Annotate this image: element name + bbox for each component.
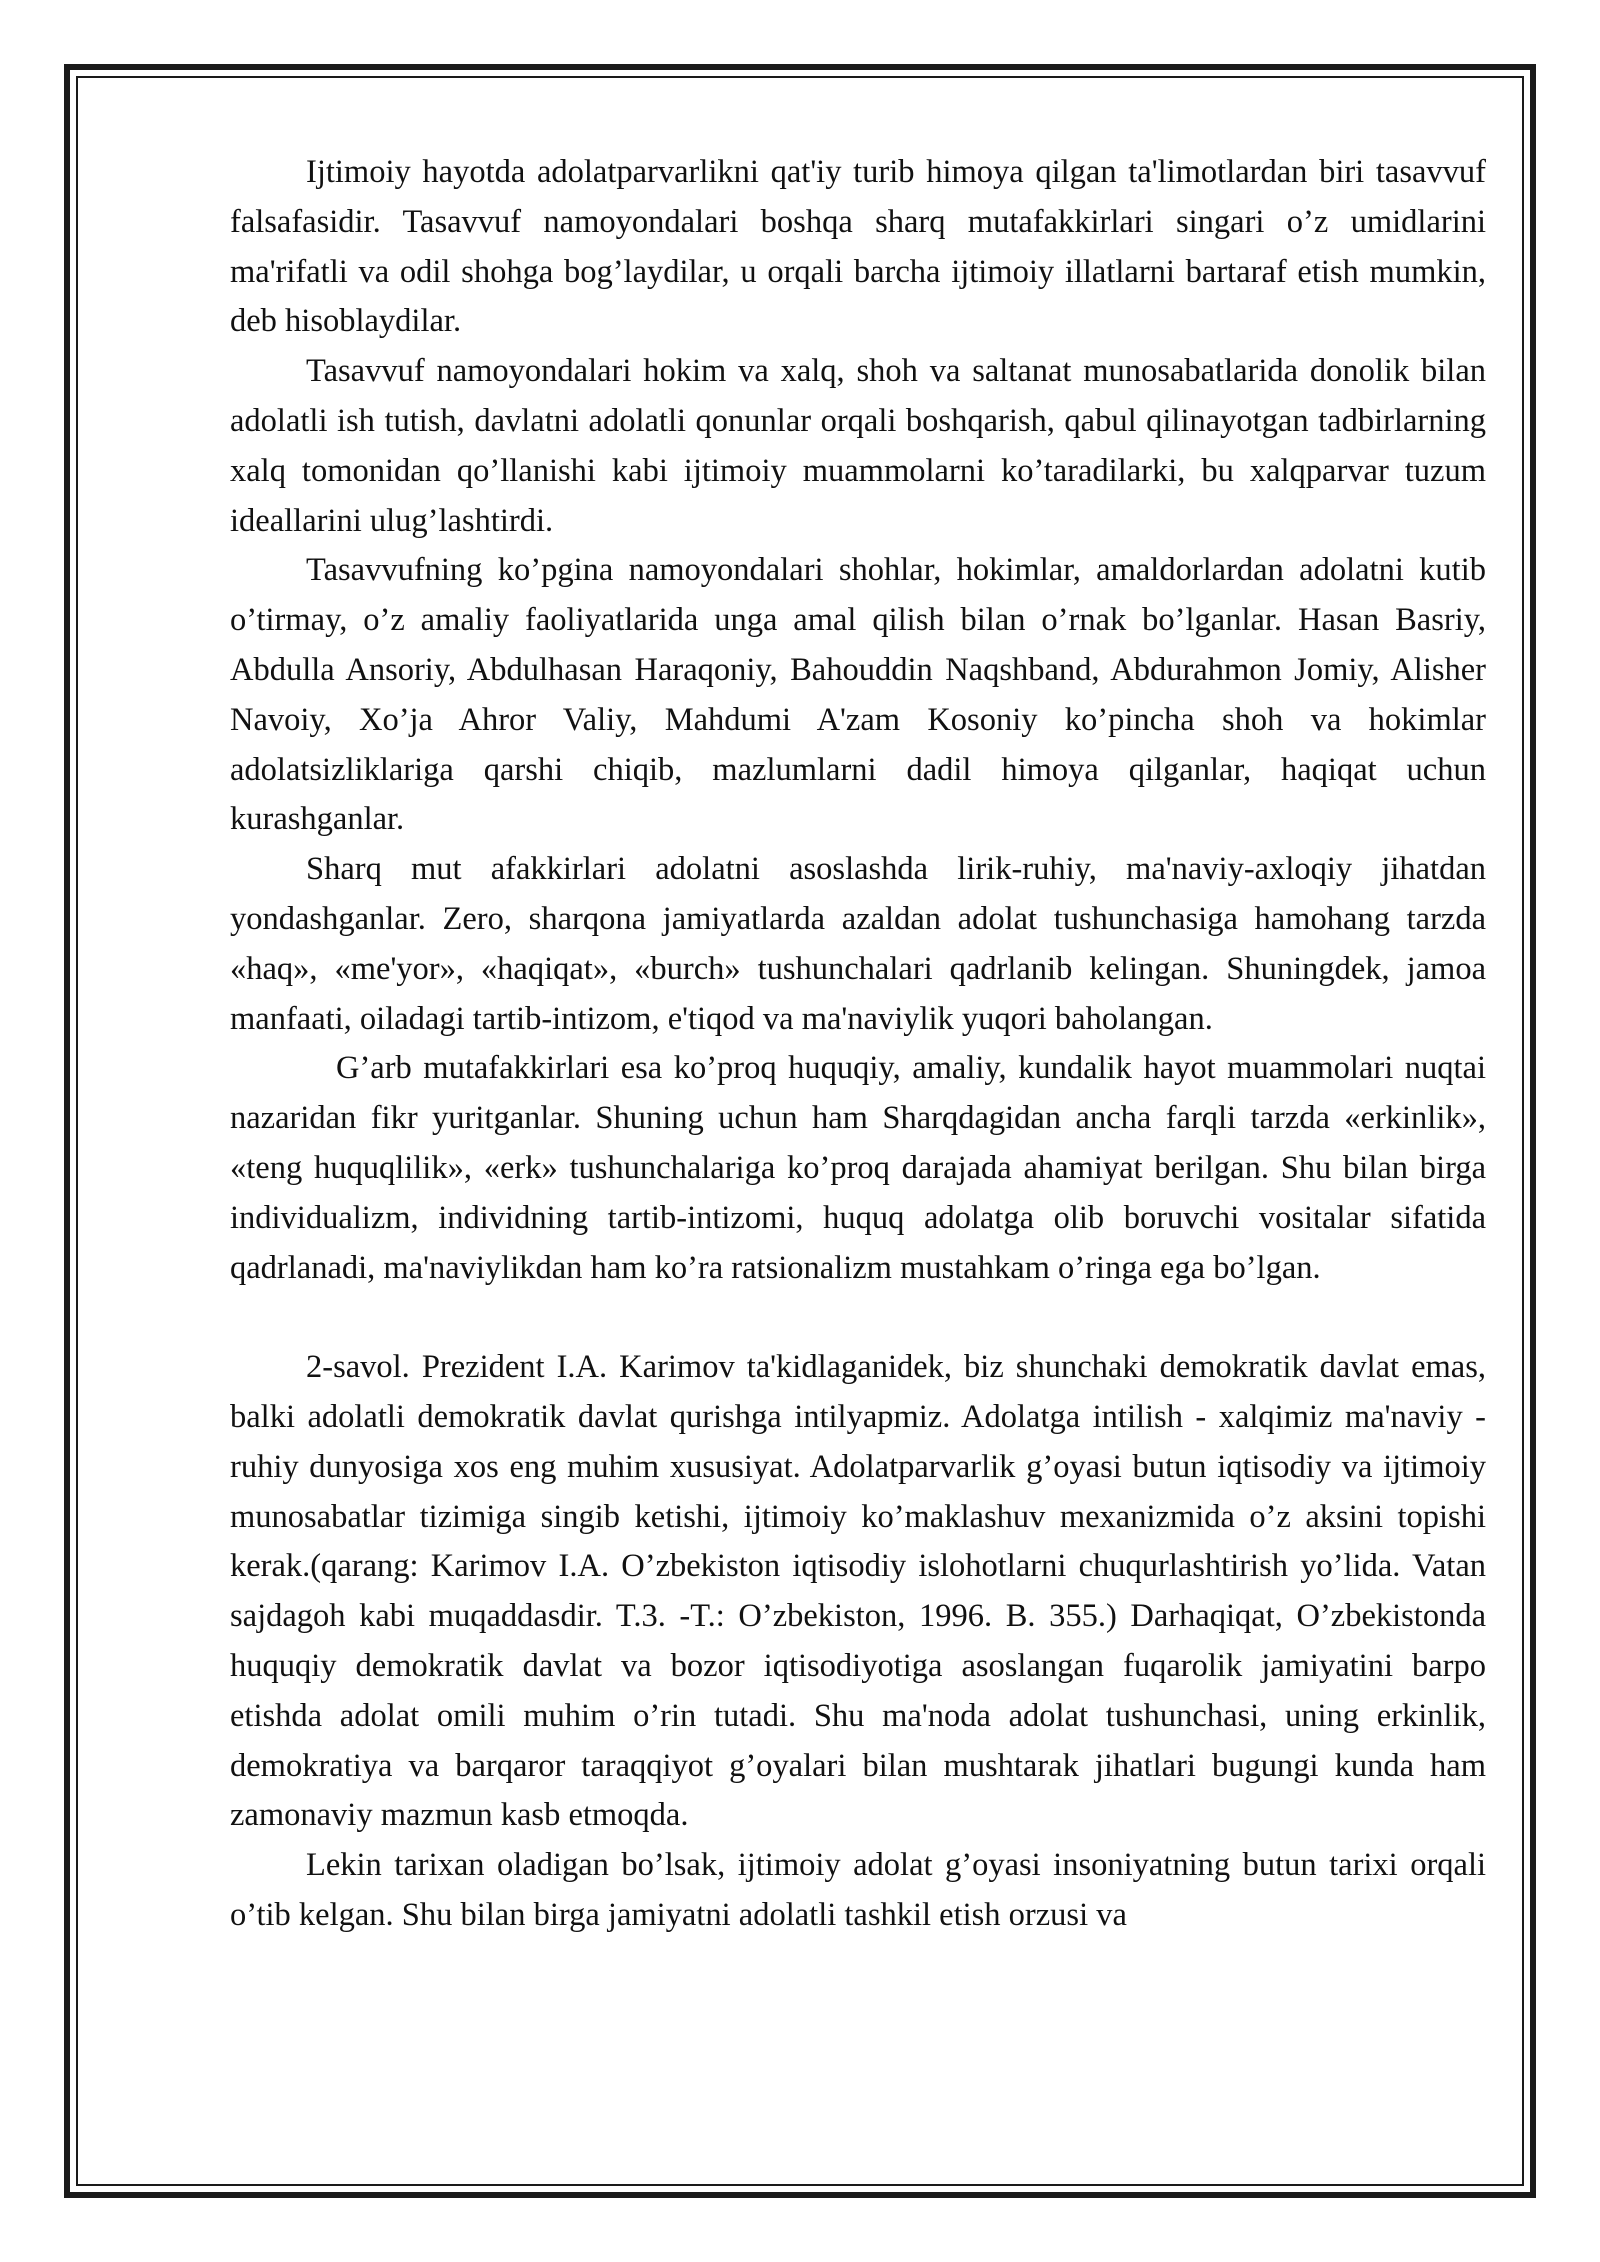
paragraph-2: Tasavvuf namoyondalari hokim va xalq, shoh va saltanat munosabatlarida donolik bilan adolatli ish tutish, davlatni adolatli qonunlar orqali boshqarish, qabul qilinayotgan tadbirlarning xalq tomonidan qo’llanishi kabi ijtimoiy muammolarni ko’taradilarki, bu xalqparvar tuzum ideallarini ulug’lashtirdi. (230, 353, 1486, 539)
paragraph-3: Tasavvufning ko’pgina namoyondalari shohlar, hokimlar, amaldorlardan adolatni kutib o’tirmay, o’z amaliy faoliyatlarida unga amal qilish bilan o’rnak bo’lganlar. Hasan Basriy, Abdulla Ansoriy, Abdulhasan Haraqoniy, Bahouddin Naqshband, Abdurahmon Jomiy, Alisher Navoiy, Xo’ja Ahror Valiy, Mahdumi A'zam Kosoniy ko’pincha shoh va hokimlar adolatsizliklariga qarshi chiqib, mazlumlarni dadil himoya qilganlar, haqiqat uchun kurashganlar. (230, 552, 1486, 838)
paragraph-6: 2-savol. Prezident I.A. Karimov ta'kidlaganidek, biz shunchaki demokratik davlat emas, balki adolatli demokratik davlat qurishga intilyapmiz. Adolatga intilish - xalqimiz ma'naviy - ruhiy dunyosiga xos eng muhim xususiyat. Adolatparvarlik g’oyasi butun iqtisodiy va ijtimoiy munosabatlar tizimiga singib ketishi, ijtimoiy ko’maklashuv mexanizmida o’z aksini topishi kerak.(qarang: Karimov I.A. O’zbekiston iqtisodiy islohotlarni chuqurlashtirish yo’lida. Vatan sajdagoh kabi muqaddasdir. T.3. -T.: O’zbekiston, 1996. B. 355.) Darhaqiqat, O’zbekistonda huquqiy demokratik davlat va bozor iqtisodiyotiga asoslangan fuqarolik jamiyatini barpo etishda adolat omili muhim o’rin tutadi. Shu ma'noda adolat tushunchasi, uning erkinlik, demokratiya va barqaror taraqqiyot g’oyalari bilan mushtarak jihatlari bugungi kunda ham zamonaviy mazmun kasb etmoqda. (230, 1349, 1486, 1834)
paragraph-1: Ijtimoiy hayotda adolatparvarlikni qat'iy turib himoya qilgan ta'limotlardan biri tasavvuf falsafasidir. Tasavvuf namoyondalari boshqa sharq mutafakkirlari singari o’z umidlarini ma'rifatli va odil shohga bog’laydilar, u orqali barcha ijtimoiy illatlarni bartaraf etish mumkin, deb hisoblaydilar. (230, 154, 1486, 340)
document-body (230, 148, 1486, 1941)
paragraph-5: G’arb mutafakkirlari esa ko’proq huquqiy, amaliy, kundalik hayot muammolari nuqtai nazaridan fikr yuritganlar. Shuning uchun ham Sharqdagidan ancha farqli tarzda «erkinlik», «teng huquqlilik», «erk» tushunchalariga ko’proq darajada ahamiyat berilgan. Shu bilan birga individualizm, individning tartib-intizomi, huquq adolatga olib boruvchi vositalar sifatida qadrlanadi, ma'naviylikdan ham ko’ra ratsionalizm mustahkam o’ringa ega bo’lgan. (230, 1050, 1486, 1286)
paragraph-7: Lekin tarixan oladigan bo’lsak, ijtimoiy adolat g’oyasi insoniyatning butun tarixi orqali o’tib kelgan. Shu bilan birga jamiyatni adolatli tashkil etish orzusi va (230, 1847, 1486, 1933)
paragraph-4: Sharq mut afakkirlari adolatni asoslashda lirik-ruhiy, ma'naviy-axloqiy jihatdan yondashganlar. Zero, sharqona jamiyatlarda azaldan adolat tushunchasiga hamohang tarzda «haq», «me'yor», «haqiqat», «burch» tushunchalari qadrlanib kelingan. Shuningdek, jamoa manfaati, oiladagi tartib-intizom, e'tiqod va ma'naviylik yuqori baholangan. (230, 851, 1486, 1037)
paragraph-spacer (230, 1293, 1486, 1343)
